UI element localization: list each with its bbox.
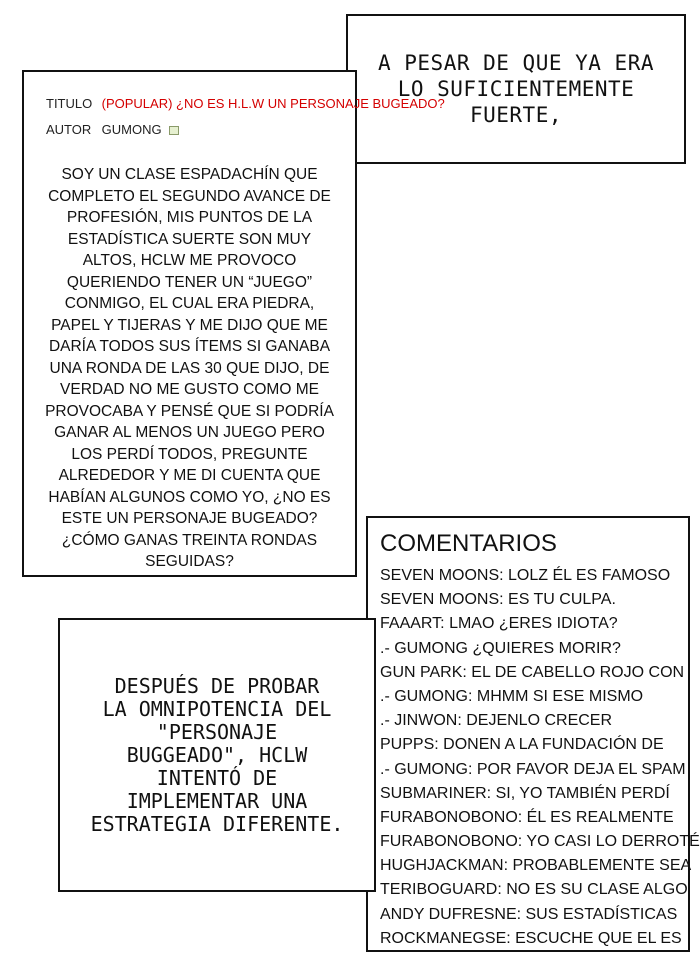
caption-line: FUERTE, — [469, 103, 562, 128]
post-author-row — [46, 122, 179, 137]
post-body-line: PROFESIÓN, MIS PUNTOS DE LA — [66, 209, 313, 226]
caption-line: DESPUÉS DE PROBAR — [114, 673, 320, 698]
post-title-label: TITULO — [46, 96, 93, 111]
narration-text-bottom — [83, 675, 352, 836]
post-body-line: CONMIGO, EL CUAL ERA PIEDRA, — [64, 295, 315, 312]
narration-text-top — [378, 50, 654, 129]
comment-item[interactable]: PUPPS: DONEN A LA FUNDACIÓN DE — [380, 736, 664, 754]
post-author-value[interactable]: GUMONG — [101, 122, 162, 137]
comments-list — [380, 564, 700, 951]
comment-item[interactable]: .- JINWON: DEJENLO CRECER — [380, 712, 613, 730]
caption-line: A PESAR DE QUE YA ERA — [377, 50, 654, 75]
caption-line: IMPLEMENTAR UNA — [126, 788, 308, 813]
forum-post — [22, 70, 445, 577]
comment-item[interactable]: HUGHJACKMAN: PROBABLEMENTE SEA — [380, 857, 692, 875]
comment-item[interactable]: FURABONOBONO: ÉL ES REALMENTE — [380, 808, 674, 826]
post-body-line: ¿CÓMO GANAS TREINTA RONDAS — [61, 531, 318, 549]
comment-item[interactable]: .- GUMONG ¿QUIERES MORIR? — [380, 639, 621, 657]
comments-panel — [366, 516, 700, 952]
comment-item[interactable]: FAAART: LMAO ¿ERES IDIOTA? — [380, 615, 618, 633]
post-body — [42, 164, 337, 573]
post-body-line: ESTADÍSTICA SUERTE SON MUY — [67, 230, 312, 248]
post-body-line: GANAR AL MENOS UN JUEGO PERO — [54, 424, 325, 441]
post-body-line: SEGUIDAS? — [145, 553, 234, 570]
caption-line: ESTRATEGIA DIFERENTE. — [90, 811, 344, 836]
caption-line: INTENTÓ DE — [156, 765, 278, 790]
post-body-line: LOS PERDÍ TODOS, PREGUNTE — [71, 445, 308, 463]
post-body-line: DARÍA TODOS SUS ÍTEMS SI GANABA — [48, 338, 331, 355]
comment-item[interactable]: FURABONOBONO: YO CASI LO DERROTÉ — [380, 833, 700, 851]
caption-line: BUGGEADO", HCLW — [126, 742, 308, 767]
post-body-line: SOY UN CLASE ESPADACHÍN QUE — [61, 166, 318, 183]
user-badge-icon — [169, 126, 179, 135]
comment-item[interactable]: SEVEN MOONS: ES TU CULPA. — [380, 591, 616, 609]
caption-line: LO SUFICIENTEMENTE — [397, 76, 635, 101]
narration-caption-top — [346, 14, 686, 164]
post-body-line: ESTE UN PERSONAJE BUGEADO? — [61, 510, 318, 527]
post-body-line: COMPLETO EL SEGUNDO AVANCE DE — [48, 187, 331, 205]
comment-item[interactable]: TERIBOGUARD: NO ES SU CLASE ALGO — [380, 881, 688, 899]
comments-heading: COMENTARIOS — [380, 530, 557, 557]
post-body-line: UNA RONDA DE LAS 30 QUE DIJO, DE — [49, 359, 330, 377]
narration-caption-bottom — [58, 618, 376, 892]
post-title-row — [46, 96, 445, 111]
comment-item[interactable]: SUBMARINER: SI, YO TAMBIÉN PERDÍ — [380, 784, 670, 802]
comment-item[interactable]: .- GUMONG: POR FAVOR DEJA EL SPAM — [380, 760, 686, 778]
comment-item[interactable]: ANDY DUFRESNE: SUS ESTADÍSTICAS — [380, 905, 678, 923]
post-author-label: AUTOR — [46, 122, 92, 137]
comment-item[interactable]: GUN PARK: EL DE CABELLO ROJO CON — [380, 663, 685, 681]
post-body-line: HABÍAN ALGUNOS COMO YO, ¿NO ES — [48, 488, 331, 506]
caption-line: "PERSONAJE — [156, 719, 278, 744]
post-body-line: ALTOS, HCLW ME PROVOCO — [82, 252, 297, 269]
post-body-line: PROVOCABA Y PENSÉ QUE SI PODRÍA — [45, 402, 334, 420]
post-body-line: ALREDEDOR Y ME DI CUENTA QUE — [58, 467, 321, 484]
post-body-line: VERDAD NO ME GUSTO COMO ME — [60, 381, 319, 398]
comment-item[interactable]: .- GUMONG: MHMM SI ESE MISMO — [380, 687, 644, 705]
post-body-line: PAPEL Y TIJERAS Y ME DIJO QUE ME — [51, 316, 328, 334]
comment-item[interactable]: SEVEN MOONS: LOLZ ÉL ES FAMOSO — [380, 567, 671, 584]
post-title-value[interactable]: (POPULAR) ¿NO ES H.L.W UN PERSONAJE BUGEADO? — [101, 96, 445, 111]
post-body-line: QUERIENDO TENER UN “JUEGO” — [66, 273, 313, 291]
comment-item[interactable]: ROCKMANEGSE: ESCUCHE QUE EL ES — [380, 929, 682, 947]
caption-line: LA OMNIPOTENCIA DEL — [102, 696, 332, 721]
